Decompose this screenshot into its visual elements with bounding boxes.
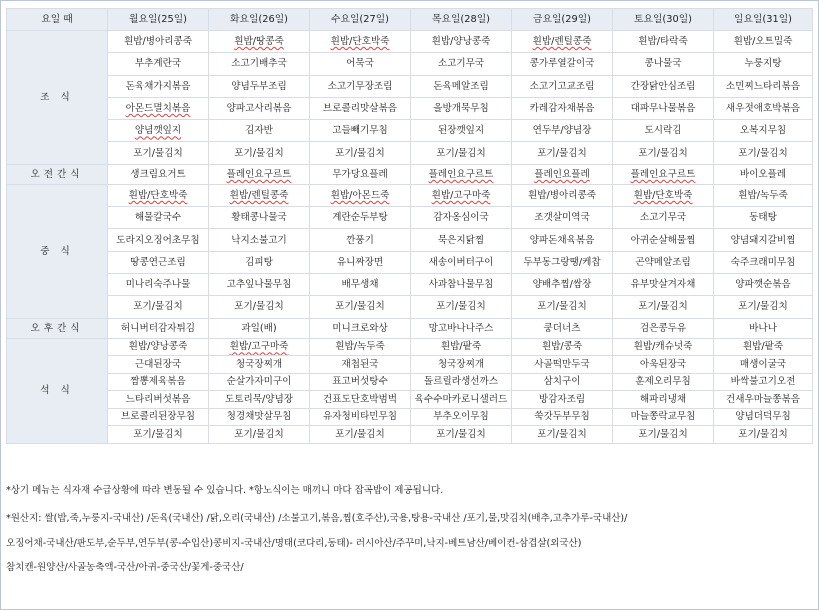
menu-cell: 묵은지닭찜: [411, 229, 512, 251]
menu-cell: 포기/물김치: [714, 296, 813, 318]
menu-cell: 소고기무장조림: [310, 75, 411, 97]
menu-row: [7, 53, 813, 75]
meal-label: 오전간식: [7, 164, 108, 184]
menu-cell: 콩나물국: [613, 53, 714, 75]
menu-cell: 땅콩연근조림: [108, 251, 209, 273]
menu-cell: 어묵국: [310, 53, 411, 75]
menu-cell: 포기/물김치: [512, 426, 613, 444]
menu-cell: 양념두부조림: [209, 75, 310, 97]
meal-label: 오후간식: [7, 318, 108, 338]
menu-cell: 흰밥/땅콩죽: [209, 31, 310, 53]
menu-cell: 흰밥/타락죽: [613, 31, 714, 53]
menu-cell: 청국장찌개: [411, 356, 512, 374]
menu-cell: 낙지소불고기: [209, 229, 310, 251]
meal-label: 중 식: [7, 184, 108, 318]
menu-row: [7, 408, 813, 426]
menu-cell: 포기/물김치: [411, 142, 512, 164]
menu-row: [7, 207, 813, 229]
header-day: 수요일(27일): [310, 9, 411, 31]
header-day: 화요일(26일): [209, 9, 310, 31]
menu-cell: 김자반: [209, 120, 310, 142]
menu-row: [7, 184, 813, 206]
menu-row: [7, 296, 813, 318]
menu-cell: 포기/물김치: [613, 426, 714, 444]
menu-cell: 플레인요플레: [512, 164, 613, 184]
header-day: 목요일(28일): [411, 9, 512, 31]
menu-cell: 양념돼지갈비찜: [714, 229, 813, 251]
menu-cell: 사골떡만두국: [512, 356, 613, 374]
menu-cell: 해물칼국수: [108, 207, 209, 229]
menu-cell: 새우젓애호박볶음: [714, 97, 813, 119]
menu-cell: 흰밥/렌틸콩죽: [512, 31, 613, 53]
menu-cell: 포기/물김치: [209, 426, 310, 444]
menu-cell: 두부동그랑땡/케찹: [512, 251, 613, 273]
menu-cell: 바나나: [714, 318, 813, 338]
menu-cell: 포기/물김치: [310, 426, 411, 444]
menu-cell: 흰밥/양낭콩죽: [411, 31, 512, 53]
menu-cell: 재첩된국: [310, 356, 411, 374]
menu-cell: 소고기고교조림: [512, 75, 613, 97]
menu-cell: 누룽지탕: [714, 53, 813, 75]
menu-cell: 숙주크래미무침: [714, 251, 813, 273]
menu-cell: 아욱된장국: [613, 356, 714, 374]
menu-cell: 육수수마카로니샐러드: [411, 391, 512, 409]
menu-cell: 방감자조림: [512, 391, 613, 409]
menu-cell: 매생이굴국: [714, 356, 813, 374]
menu-cell: 아귀순살해물찜: [613, 229, 714, 251]
menu-cell: 플레인요구르트: [613, 164, 714, 184]
menu-cell: 포기/물김치: [714, 426, 813, 444]
menu-cell: 포기/물김치: [310, 142, 411, 164]
menu-cell: 양파고사리볶음: [209, 97, 310, 119]
menu-cell: 김피탕: [209, 251, 310, 273]
menu-cell: 양파돈채육볶음: [512, 229, 613, 251]
menu-cell: 무가당요플레: [310, 164, 411, 184]
menu-cell: 바이오플레: [714, 164, 813, 184]
header-day: 금요일(29일): [512, 9, 613, 31]
menu-cell: 짬뽕제육볶음: [108, 373, 209, 391]
menu-cell: 포기/물김치: [108, 142, 209, 164]
menu-cell: 도토리묵/양념장: [209, 391, 310, 409]
menu-row: [7, 391, 813, 409]
menu-cell: 감자옹심이국: [411, 207, 512, 229]
menu-cell: 흰밥/단호박죽: [310, 31, 411, 53]
menu-cell: 포기/물김치: [613, 142, 714, 164]
menu-cell: 돌르릴라생선까스: [411, 373, 512, 391]
menu-cell: 포기/물김치: [209, 142, 310, 164]
menu-cell: 돈육채가지볶음: [108, 75, 209, 97]
menu-cell: 흰밥/오트밀죽: [714, 31, 813, 53]
menu-cell: 양배추찜/쌈장: [512, 273, 613, 295]
menu-cell: 포기/물김치: [209, 296, 310, 318]
menu-cell: 포기/물김치: [108, 426, 209, 444]
menu-row: [7, 142, 813, 164]
menu-cell: 흰밥/양낭콩죽: [108, 338, 209, 356]
menu-cell: 검은콩두유: [613, 318, 714, 338]
menu-cell: 올방개묵무침: [411, 97, 512, 119]
menu-row: [7, 356, 813, 374]
menu-cell: 부추계란국: [108, 53, 209, 75]
menu-cell: 과일(배): [209, 318, 310, 338]
menu-cell: 포기/물김치: [512, 296, 613, 318]
menu-row: [7, 273, 813, 295]
menu-cell: 미나리숙주나물: [108, 273, 209, 295]
menu-cell: 망고바나나주스: [411, 318, 512, 338]
menu-cell: 양념더덕무침: [714, 408, 813, 426]
menu-cell: 연두부/양념장: [512, 120, 613, 142]
menu-cell: 흰밥/팥죽: [714, 338, 813, 356]
menu-cell: 조갯살미역국: [512, 207, 613, 229]
menu-cell: 생크림요거트: [108, 164, 209, 184]
header-row: [7, 9, 813, 31]
menu-cell: 양념깻잎지: [108, 120, 209, 142]
menu-row: [7, 373, 813, 391]
menu-cell: 부추오이무침: [411, 408, 512, 426]
menu-cell: 훈제오리무침: [613, 373, 714, 391]
menu-cell: 순살가자미구이: [209, 373, 310, 391]
menu-cell: 표고버섯탕수: [310, 373, 411, 391]
menu-cell: 포기/물김치: [714, 142, 813, 164]
menu-cell: 흰밥/콩죽: [512, 338, 613, 356]
menu-cell: 플레인요구르트: [209, 164, 310, 184]
menu-cell: 흰밥/팥죽: [411, 338, 512, 356]
menu-row: [7, 75, 813, 97]
menu-cell: 플레인요구르트: [411, 164, 512, 184]
menu-cell: 계란순두부탕: [310, 207, 411, 229]
menu-cell: 흰밥/녹두죽: [310, 338, 411, 356]
menu-cell: 포기/물김치: [310, 296, 411, 318]
menu-cell: 흰밥/렌틸콩죽: [209, 184, 310, 206]
menu-cell: 돈육메알조림: [411, 75, 512, 97]
menu-cell: 근대된장국: [108, 356, 209, 374]
menu-row: [7, 120, 813, 142]
menu-cell: 사과참나물무침: [411, 273, 512, 295]
menu-cell: 건표도단호박범벅: [310, 391, 411, 409]
menu-cell: 브로콜리된장무침: [108, 408, 209, 426]
menu-row: [7, 251, 813, 273]
menu-cell: 소민찌느타리볶음: [714, 75, 813, 97]
note-origin-1: *원산지: 쌀(밥,죽,누룽지-국내산) /돈육(국내산) /닭,오리(국내산) /소불고기,볶음,찜(호주산),국용,탕용-국내산 /포기,물,맛김치(배추,고추가루-국내산)/: [6, 513, 628, 524]
menu-cell: 쑥갓두부무침: [512, 408, 613, 426]
menu-cell: 흰밥/고구마죽: [209, 338, 310, 356]
menu-cell: 포기/물김치: [108, 296, 209, 318]
menu-cell: 흰밥/단호박죽: [613, 184, 714, 206]
menu-row: [7, 338, 813, 356]
menu-cell: 브로콜리맛살볶음: [310, 97, 411, 119]
menu-cell: 오복지무침: [714, 120, 813, 142]
menu-cell: 미니크로와상: [310, 318, 411, 338]
menu-cell: 건새우마늘쫑볶음: [714, 391, 813, 409]
menu-cell: 대파무나물볶음: [613, 97, 714, 119]
menu-cell: 아몬드멸치볶음: [108, 97, 209, 119]
header-day: 토요일(30일): [613, 9, 714, 31]
menu-cell: 흰밥/캐슈넛죽: [613, 338, 714, 356]
menu-cell: 콩가루열갈이국: [512, 53, 613, 75]
menu-cell: 도라지오징어초무침: [108, 229, 209, 251]
note-origin-2: 오징어채-국내산/판도부,순두부,연두부(콩-수입산)콩비지-국내산/명태(코다리,동태)- 러시아산/주꾸미,낙지-베트남산/베이컨-삼겹살(외국산): [6, 538, 582, 549]
menu-cell: 쿵더너츠: [512, 318, 613, 338]
menu-cell: 도시락김: [613, 120, 714, 142]
menu-cell: 소고기무국: [613, 207, 714, 229]
header-day-meal: 요일 때: [7, 9, 108, 31]
menu-cell: 청국장찌개: [209, 356, 310, 374]
menu-row: [7, 426, 813, 444]
menu-cell: 고들빼기무침: [310, 120, 411, 142]
menu-cell: 고추잎나물무침: [209, 273, 310, 295]
menu-cell: 흰밥/단호박죽: [108, 184, 209, 206]
note-notice: *상기 메뉴는 식자재 수급상황에 따라 변동될 수 있습니다. *항노식이는 매끼니 마다 잡곡밥이 제공됩니다.: [6, 485, 444, 496]
menu-row: [7, 318, 813, 338]
menu-cell: 유부맛살겨자채: [613, 273, 714, 295]
menu-row: [7, 97, 813, 119]
menu-row: [7, 164, 813, 184]
menu-cell: 된장깻잎지: [411, 120, 512, 142]
menu-cell: 포기/물김치: [512, 142, 613, 164]
menu-row: [7, 229, 813, 251]
menu-cell: 느타리버섯볶음: [108, 391, 209, 409]
menu-cell: 깐풍기: [310, 229, 411, 251]
menu-cell: 흰밥/녹두죽: [714, 184, 813, 206]
menu-cell: 소고기무국: [411, 53, 512, 75]
menu-cell: 바싹불고기오전: [714, 373, 813, 391]
menu-cell: 간장닭안심조림: [613, 75, 714, 97]
menu-cell: 흰밥/고구마죽: [411, 184, 512, 206]
menu-cell: 허니버터감자튀김: [108, 318, 209, 338]
menu-cell: 포기/물김치: [613, 296, 714, 318]
menu-cell: 마늘쫑락교무침: [613, 408, 714, 426]
menu-cell: 동태탕: [714, 207, 813, 229]
menu-cell: 흰밥/아몬드죽: [310, 184, 411, 206]
menu-cell: 곤약메알조림: [613, 251, 714, 273]
header-day: 일요일(31일): [714, 9, 813, 31]
menu-cell: 유자청비타민무침: [310, 408, 411, 426]
menu-cell: 삼치구이: [512, 373, 613, 391]
header-day: 월요일(25일): [108, 9, 209, 31]
menu-cell: 포기/물김치: [411, 426, 512, 444]
menu-cell: 유니짜장면: [310, 251, 411, 273]
menu-cell: 흰밥/병아리콩죽: [108, 31, 209, 53]
menu-cell: 카레감자채볶음: [512, 97, 613, 119]
meal-label: 조 식: [7, 31, 108, 165]
menu-cell: 흰밥/병아리콩죽: [512, 184, 613, 206]
menu-cell: 청경채맛살무침: [209, 408, 310, 426]
resize-grip-icon[interactable]: [399, 1, 421, 5]
menu-row: [7, 31, 813, 53]
menu-cell: 해파리냉채: [613, 391, 714, 409]
menu-cell: 양파깻순볶음: [714, 273, 813, 295]
note-origin-3: 참치캔-원양산/사골농축액-국산/아귀-중국산/꽃게-중국산/: [6, 562, 244, 573]
menu-cell: 배무생채: [310, 273, 411, 295]
weekly-menu-table: [6, 8, 813, 444]
menu-cell: 황태콩나물국: [209, 207, 310, 229]
menu-cell: 포기/물김치: [411, 296, 512, 318]
menu-cell: 새송이버터구이: [411, 251, 512, 273]
meal-label: 석 식: [7, 338, 108, 443]
menu-cell: 소고기배추국: [209, 53, 310, 75]
